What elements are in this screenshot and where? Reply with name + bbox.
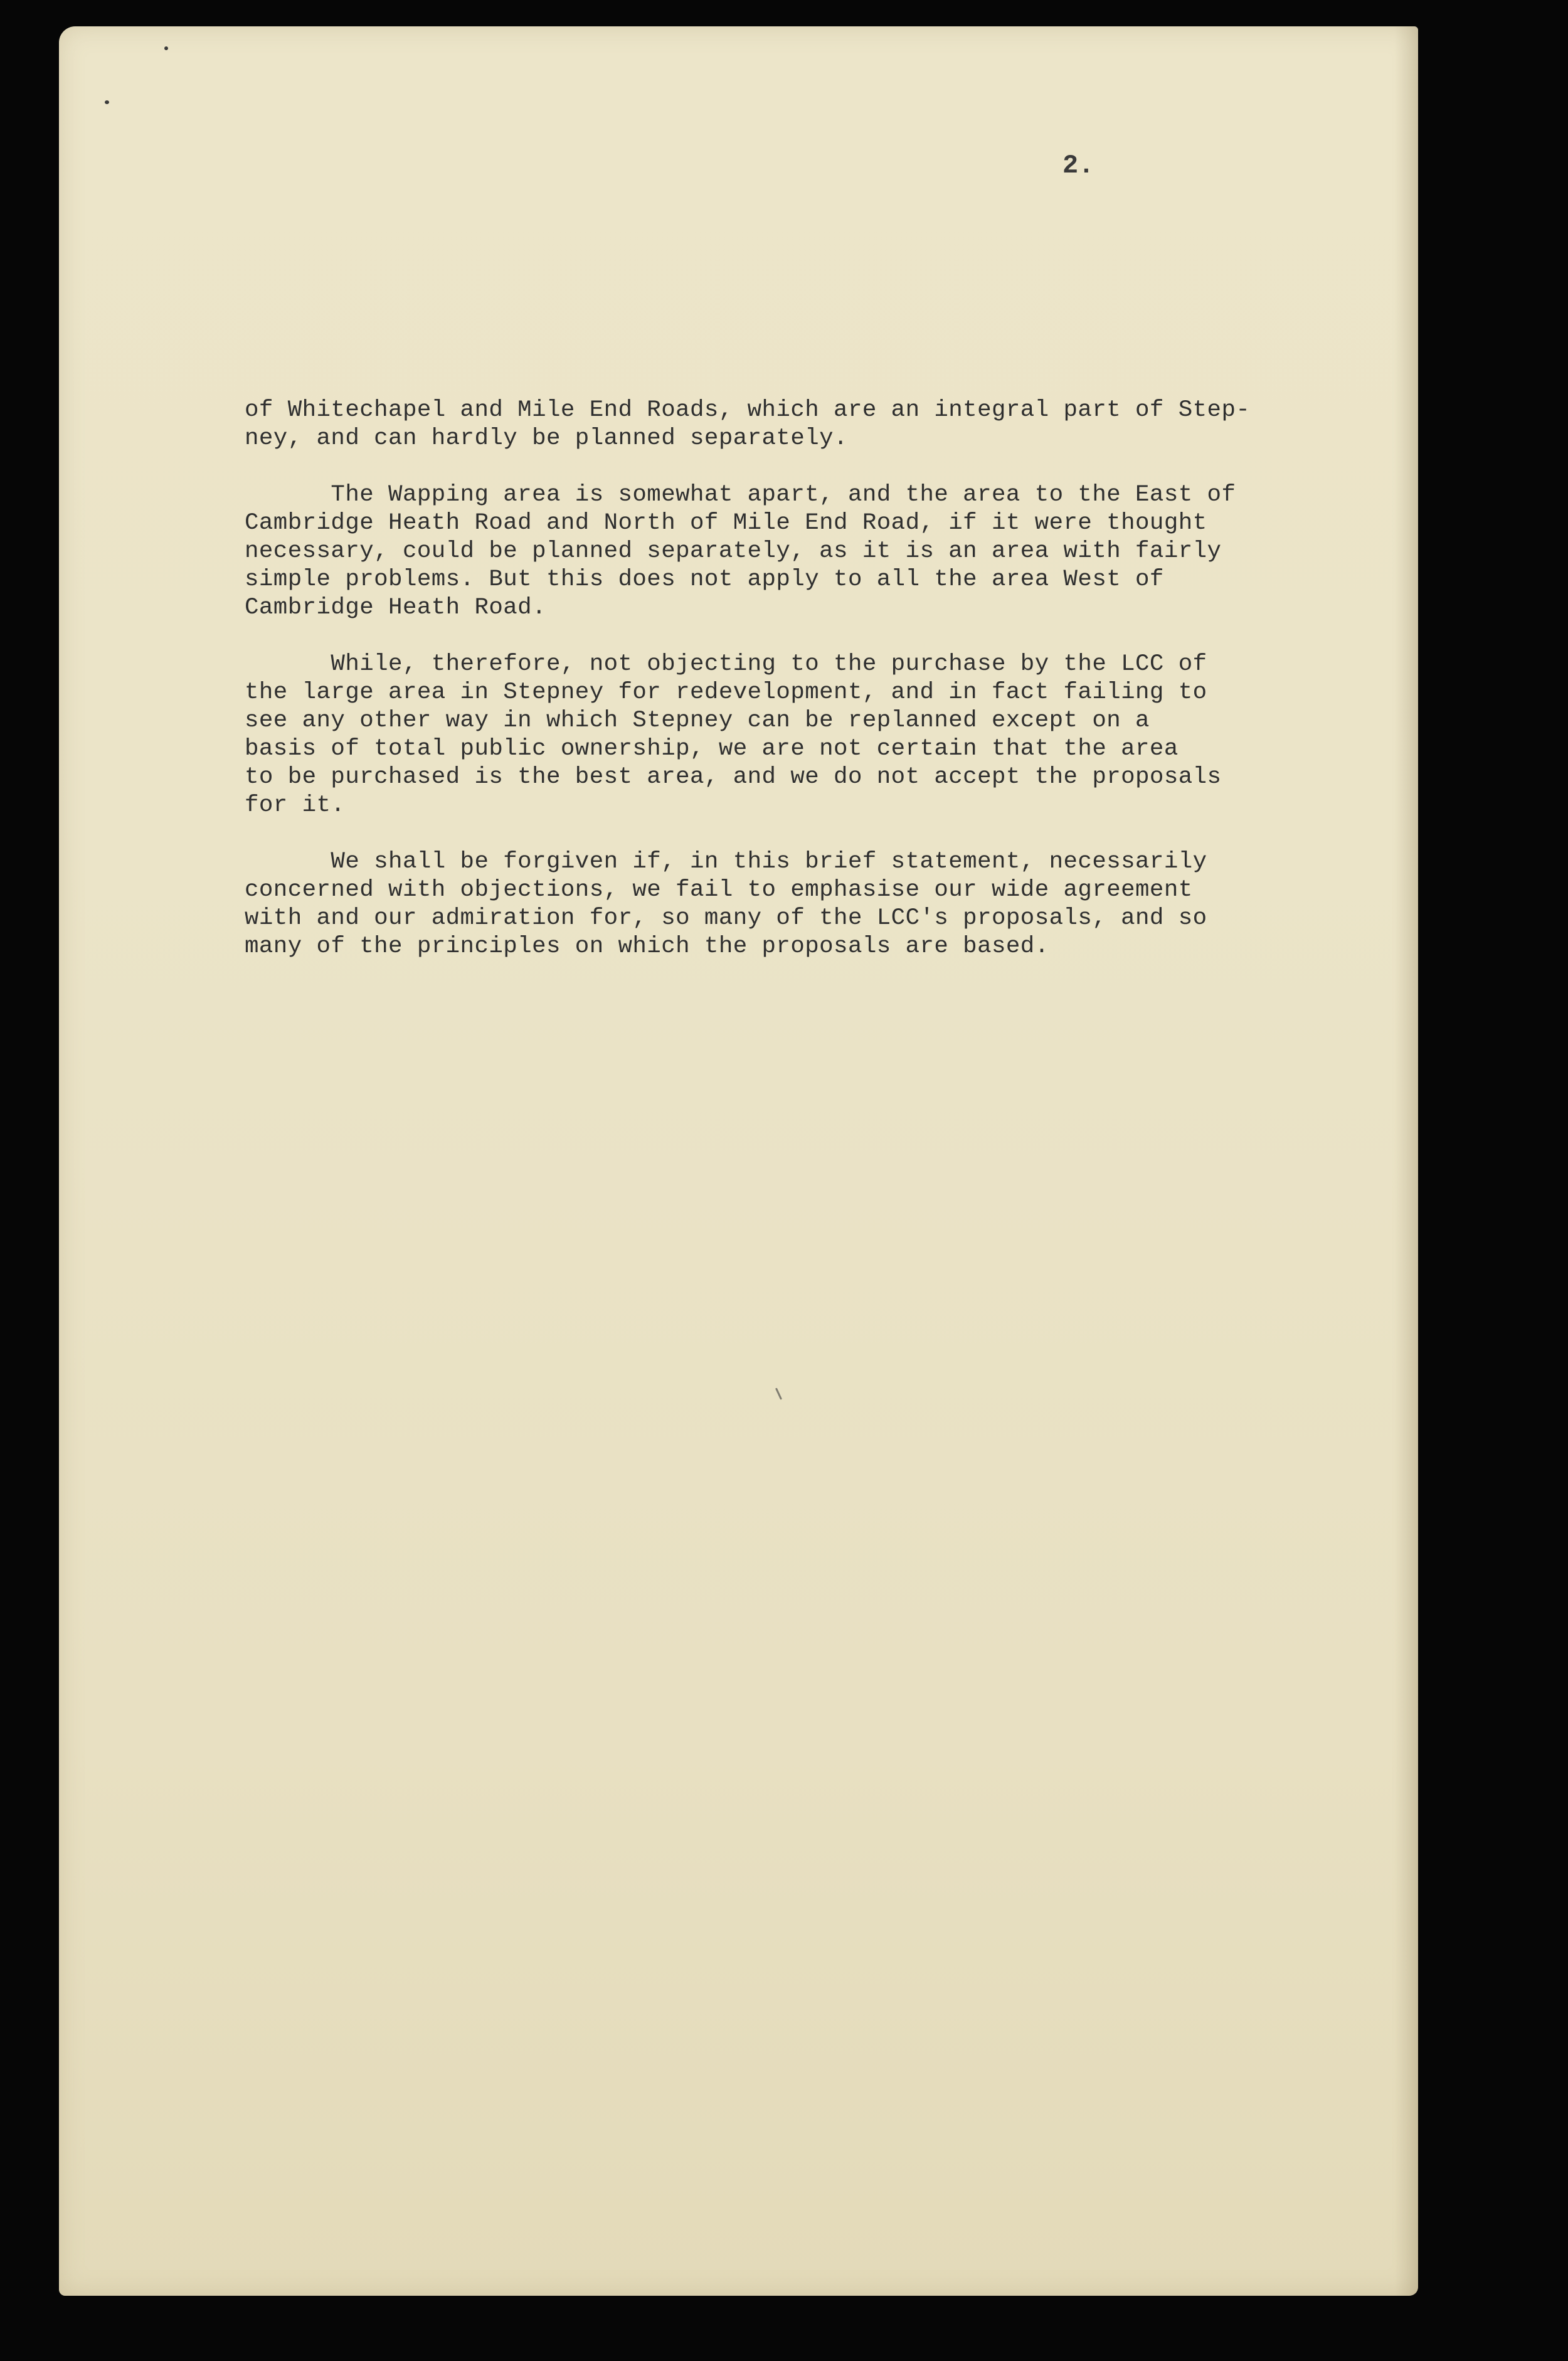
- text-line: with and our admiration for, so many of the LCC's proposals, and so: [245, 905, 1207, 931]
- typed-page: [59, 26, 1418, 2296]
- text-line: many of the principles on which the proposals are based.: [245, 933, 1049, 960]
- page-number: 2.: [1062, 151, 1094, 181]
- paragraph-1: [245, 396, 1311, 453]
- ink-speck: [105, 100, 109, 104]
- text-line: basis of total public ownership, we are not certain that the area: [245, 736, 1179, 762]
- text-line: to be purchased is the best area, and we do not accept the proposals: [245, 764, 1222, 790]
- text-line: While, therefore, not objecting to the purchase by the LCC of: [245, 651, 1207, 677]
- text-line: of Whitechapel and Mile End Roads, which are an integral part of Step-: [245, 397, 1251, 423]
- ink-speck: [164, 46, 168, 50]
- text-line: for it.: [245, 792, 346, 819]
- letter-body: [245, 396, 1311, 989]
- text-line: The Wapping area is somewhat apart, and the area to the East of: [245, 482, 1236, 508]
- text-line: see any other way in which Stepney can be replanned except on a: [245, 708, 1150, 734]
- paragraph-2: [245, 481, 1311, 622]
- paragraph-4: [245, 848, 1311, 961]
- text-line: ney, and can hardly be planned separately.: [245, 425, 848, 452]
- text-line: necessary, could be planned separately, as it is an area with fairly: [245, 538, 1222, 565]
- text-line: concerned with objections, we fail to emphasise our wide agreement: [245, 877, 1193, 903]
- text-line: We shall be forgiven if, in this brief statement, necessarily: [245, 849, 1207, 875]
- paragraph-3: [245, 650, 1311, 820]
- text-line: Cambridge Heath Road.: [245, 595, 546, 621]
- text-line: Cambridge Heath Road and North of Mile End Road, if it were thought: [245, 510, 1207, 536]
- text-line: the large area in Stepney for redevelopment, and in fact failing to: [245, 679, 1207, 706]
- text-line: simple problems. But this does not apply to all the area West of: [245, 566, 1164, 593]
- page-edge-shadow: [1394, 26, 1418, 2296]
